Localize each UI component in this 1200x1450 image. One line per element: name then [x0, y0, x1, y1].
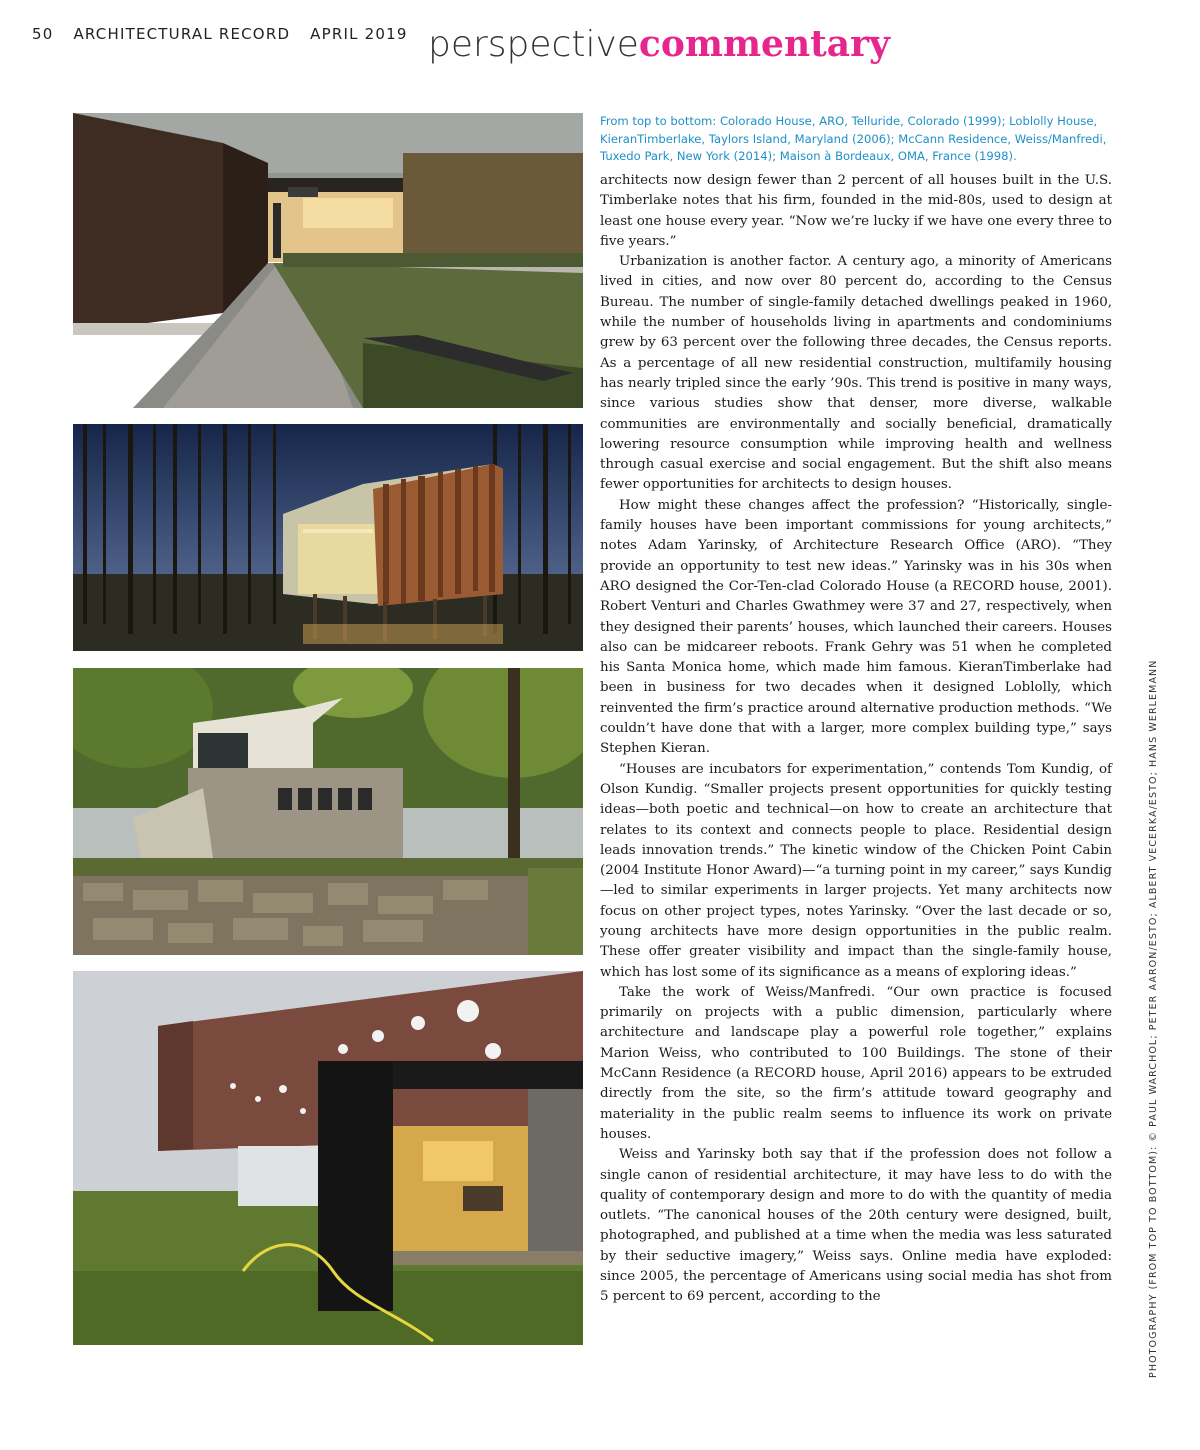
article-paragraph: architects now design fewer than 2 percent of all houses built in the U.S. Timberlake notes that his firm, founded in the mid-80s, used to design at least one house every year. “Now we’re lucky if we have one every three to five years.” [600, 173, 1112, 249]
page-number: 50 [32, 25, 54, 43]
section-title [428, 22, 890, 67]
photo-colorado-house [73, 113, 583, 408]
photo-mccann-residence [73, 668, 583, 955]
photo-loblolly-house [73, 424, 583, 651]
photo-caption: From top to bottom: Colorado House, ARO, Telluride, Colorado (1999); Loblolly House, KieranTimberlake, Taylors Island, Maryland (2006); McCann Residence, Weiss/Manfredi, Tuxedo Park, New York (2014); Maison à Bordeaux, OMA, France (1998). [600, 114, 1107, 163]
article-paragraph: Weiss and Yarinsky both say that if the profession does not follow a single canon of residential architecture, it may have less to do with the quality of contemporary design and more to do with the quantity of media outlets. “The canonical houses of the 20th century were designed, built, photographed, and published at a time when the media was less saturated by their seductive imagery,” Weiss says. Online media have exploded: since 2005, the percentage of Americans using social media has shot from 5 percent to 69 percent, according to the [600, 1147, 1112, 1305]
article-paragraph: How might these changes affect the profession? “Historically, single-family houses have been important commissions for young architects,” notes Adam Yarinsky, of Architecture Research Office (ARO). “They provide an opportunity to test new ideas.” Yarinsky was in his 30s when ARO designed the Cor-Ten-clad Colorado House (a RECORD house, 2001). Robert Venturi and Charles Gwathmey were 37 and 27, respectively, when they designed their parents’ houses, which launched their careers. Houses also can be midcareer reboots. Frank Gehry was 51 when he completed his Santa Monica home, which made him famous. KieranTimberlake had been in business for two decades when it designed Loblolly, which reinvented the firm’s practice around alternative production methods. “We couldn’t have done that with a larger, more complex building type,” says Stephen Kieran. [600, 497, 1112, 757]
publication-name: ARCHITECTURAL RECORD [73, 25, 291, 43]
article-paragraph: “Houses are incubators for experimentation,” contends Tom Kundig, of Olson Kundig. “Smaller projects present opportunities for quickly testing ideas—both poetic and technical—on how to create an architecture that relates to its context and connects people to place. Residential design leads innovation trends.” The kinetic window of the Chicken Point Cabin (2004 Institute Honor Award)—“a turning point in my career,” says Kundig—led to similar experiments in larger projects. Yet many architects now focus on other project types, notes Yarinsky. “Over the last decade or so, young architects have more design opportunities in the public realm. These offer greater visibility and impact than the single-family house, which has lost some of its significance as a means of exploring ideas.” [600, 761, 1112, 980]
article-paragraph: Urbanization is another factor. A century ago, a minority of Americans lived in cities, and now over 80 percent do, according to the Census Bureau. The number of single-family detached dwellings peaked in 1960, while the number of households living in apartments and condominiums grew by 63 percent over the following three decades, the Census reports. As a percentage of all new residential construction, multifamily housing has nearly tripled since the early ’90s. This trend is positive in many ways, since various studies show that denser, more diverse, walkable communities are environmentally and socially beneficial, dramatically lowering resource consumption while improving health and wellness through casual exercise and social engagement. But the shift also means fewer opportunities for architects to design houses. [600, 254, 1112, 493]
article-body [600, 171, 1112, 1308]
section-title-light: perspective [428, 24, 639, 65]
section-title-bold: commentary [638, 23, 890, 65]
photo-credit: PHOTOGRAPHY (FROM TOP TO BOTTOM): © PAUL WARCHOL; PETER AARON/ESTO; ALBERT VECERKA/ESTO; HANS WERLEMANN [1148, 659, 1159, 1378]
photo-maison-a-bordeaux [73, 971, 583, 1345]
article-paragraph: Take the work of Weiss/Manfredi. “Our own practice is focused primarily on projects with a public dimension, particularly where architecture and landscape play a powerful role together,” explains Marion Weiss, who contributed to 100 Buildings. The stone of their McCann Residence (a RECORD house, April 2016) appears to be extruded directly from the site, so the firm’s attitude toward geography and materiality in the public realm seems to influence its work on private houses. [600, 984, 1112, 1142]
running-header [32, 25, 422, 43]
issue-date: APRIL 2019 [310, 25, 408, 43]
